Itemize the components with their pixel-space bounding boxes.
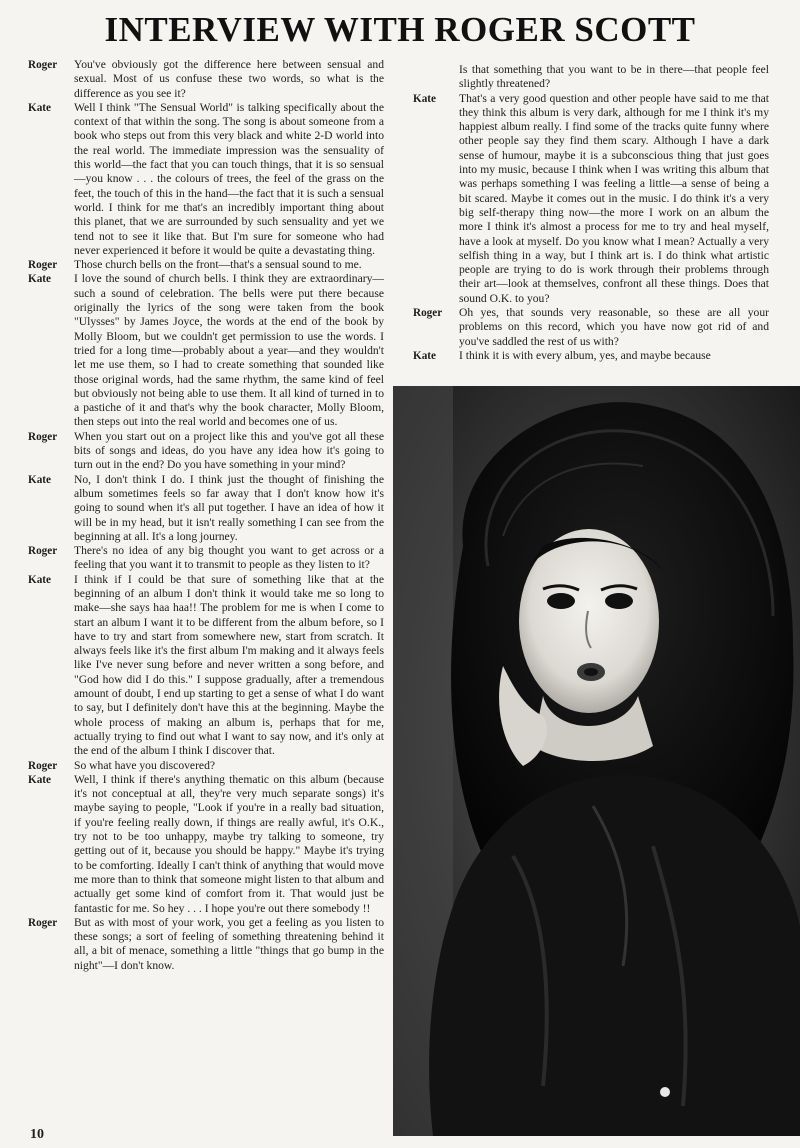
interview-entry [28,473,384,544]
speaker-label: Roger [28,545,58,558]
speech-text: But as with most of your work, you get a feeling as you listen to these songs; a sort of feeling of something threatening behind it all, a bit of menace, something a little "things that go bump in the night"—I don't know. [74,915,384,972]
interview-entry [28,916,384,973]
speech-text: That's a very good question and other people have said to me that they think this album is very dark, although for me I think it's my happiest album really. I find some of the tracks quite funny where other people say they find them scary. Although I have a dark sense of humour, maybe it is a subconscious thing that just goes into my music, because I think when I was writing this album that was perhaps something I was feeling a little—a sense of being a bit scared. Maybe it comes out in the music. I do think it's a very big self-therapy thing now—the more I work on an album the more I think it's almost a process for me to try and heal myself, have a look at myself. Do you know what I mean? Actually a very selfish thing in a way, but I think art is. I do think what artistic people are trying to do is work through their problems through their art—look at themselves, confront all these things. Does that sound O.K. to you? [459,91,769,305]
portrait-illustration [393,386,800,1136]
speaker-label: Kate [28,773,51,786]
speech-text: Those church bells on the front—that's a sensual sound to me. [74,258,362,272]
page-number: 10 [30,1127,44,1142]
portrait-photo [393,386,800,1136]
speaker-label: Roger [28,259,58,272]
speaker-label: Roger [28,916,58,929]
speech-text: I think if I could be that sure of something like that at the beginning of an album I don't think it would take me so long to make—she says haa haa!! The problem for me is when I come to start an album I want it to be different from the album before, so I have to try and start from somewhere new, start from scratch. It always feels like it's the first album I'm making and it always feels like I've never sung before and never written a song before, and "God how did I do this." I suppose gradually, after a tremendous amount of doubt, I end up starting to get a sense of what I do want to say, but I definitely don't have this at the beginning. Maybe the whole process of making an album is, perhaps that for me, actually trying to find out what I want to say now, and it's only at the end of the album I think I discover that. [74,572,384,758]
continued-speech-text: Is that something that you want to be in there—that people feel slightly threatened? [459,63,769,91]
speaker-label: Kate [28,101,51,114]
speech-text: Oh yes, that sounds very reasonable, so these are all your problems on this record, which you have now got rid of and you've saddled the rest of us with? [459,306,769,348]
speech-text: I love the sound of church bells. I think they are extraordinary—such a sound of celebration. The bells were put there because originally the lyrics of the song were taken from the book "Ulysses" by James Joyce, the words at the end of the book by Molly Bloom, but we couldn't get permission to use the words. I tried for a long time—probably about a year—and they wouldn't let me use them, so I had to create something that sounded like those original words, had the same rhythm, the same kind of feel but obviously not being able to use them. It all kind of turned in to a pastiche of it and that's why the book character, Molly Bloom, then steps out into the real world and becomes one of us. [74,272,384,429]
speech-text: You've obviously got the difference here between sensual and sexual. Most of us confuse these two words, so what is the difference as you see it? [74,58,384,100]
interview-entry [28,544,384,573]
left-column [28,58,384,973]
interview-entry [28,58,384,101]
interview-entry [28,573,384,759]
speech-text: No, I don't think I do. I think just the thought of finishing the album sometimes feels so far away that I don't know how it's going to sound when it's all put together. I have an idea of how it will be in my head, but it isn't really something I can see from the beginning at all. It's a long journey. [74,472,384,543]
interview-entry [413,306,769,349]
interview-entry [28,101,384,258]
speaker-label: Kate [28,473,51,486]
right-column [413,63,769,363]
interview-entry [413,92,769,306]
speaker-label: Roger [28,430,58,443]
page-title: INTERVIEW WITH ROGER SCOTT [104,10,696,49]
interview-entry [28,430,384,473]
speech-text: Well I think "The Sensual World" is talking specifically about the context of that within the song. The song is about someone from a book who steps out from this very black and white 2-D world into the real world. The immediate impression was the sensuality of this world—the fact that you can touch things, that it is so sensual—you know . . . the colours of trees, the feel of the grass on the feet, the touch of this in the hand—the fact that it is such a sensual world. I think for me that's an incredibly important thing about this planet, that we are surrounded by such sensuality and yet we tend not to see it like that. But I'm sure for someone who had never experienced it before it would be quite a devastating thing. [74,100,384,257]
speech-text: I think it is with every album, yes, and maybe because [459,348,711,362]
interview-entry [413,349,769,363]
speaker-label: Kate [28,573,51,586]
interview-entry [28,258,384,272]
speaker-label: Kate [413,92,436,105]
speech-text: There's no idea of any big thought you want to get across or a feeling that you want it to transmit to people as they listen to it? [74,544,384,572]
speaker-label: Roger [28,59,58,71]
speaker-label: Roger [28,759,58,772]
speech-text: So what have you discovered? [74,758,216,772]
speech-text: When you start out on a project like this and you've got all these bits of songs and ideas, do you have any idea how it's going to turn out in the end? Do you have something in your mind? [74,429,384,472]
interview-entry [28,759,384,773]
speaker-label: Kate [413,349,436,362]
interview-entry [28,272,384,429]
speaker-label: Kate [28,273,51,286]
speaker-label: Roger [413,307,443,320]
speech-text: Well, I think if there's anything thematic on this album (because it's not conceptual at all, they're very much separate songs) it's maybe saying to people, "Look if you're in a really bad situation, if you're feeling really down, if things are really awful, it's O.K., try not to be too unhappy, maybe try talking to someone, try getting out of it, because you should be happy." Maybe it's trying to be comforting. Ideally I can't think of anything that would move me more than to think that someone might listen to that album and actually get some kind of comfort from it. That would just be fantastic for me. So hey . . . I hope you're out there somebody !! [74,772,384,915]
interview-entry [28,773,384,916]
